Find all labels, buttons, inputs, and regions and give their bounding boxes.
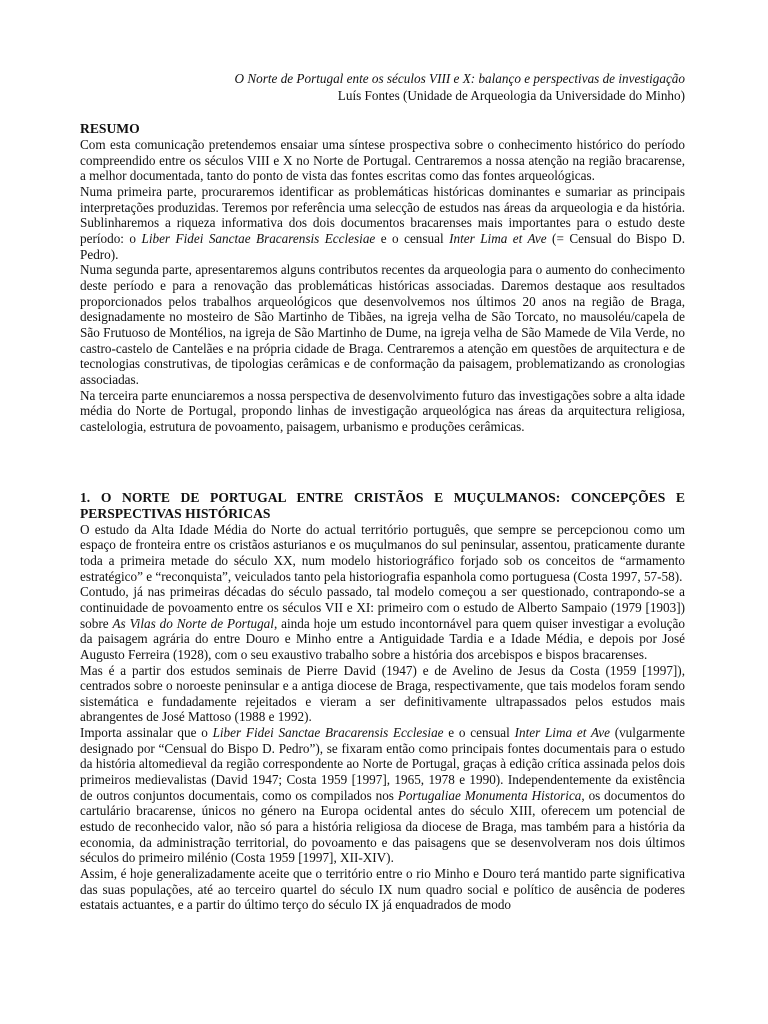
section-1-paragraph-2 <box>80 584 685 662</box>
italic-title: Liber Fidei Sanctae Bracarensis Ecclesiae <box>141 230 376 246</box>
italic-title: Inter Lima et Ave <box>449 230 547 246</box>
italic-title: Portugaliae Monumenta Historica <box>397 787 582 803</box>
section-1-paragraph-3: Mas é a partir dos estudos seminais de Pierre David (1947) e de Avelino de Jesus da Costa (1959 [1997]), centrados sobre o noroeste peninsular e a antiga diocese de Braga, respectivamente, que tais modelos foram sendo sistemática e fundadamente rejeitados e vieram a ser definitivamente ultrapassados pelos estudos mais abrangentes de José Mattoso (1988 e 1992). <box>80 662 685 725</box>
text-run: , ainda hoje um estudo incontornável para quem quiser investigar a evolução da paisagem agrária do entre Douro e Minho entre a Antiguidade Tardia e a Idade Média, e depois por José Augusto Ferreira (1928), com o seu exaustivo trabalho sobre a história dos arcebispos e bispos bracarenses. <box>80 615 685 662</box>
text-run: Contudo, já nas primeiras décadas do século passado, tal modelo começou a ser questionado, contrapondo-se a continuidade de povoamento entre os séculos VII e XI: primeiro com o estudo de Alberto Sampaio (1979 [1903]) sobre <box>80 584 685 631</box>
abstract-paragraph-2 <box>80 184 685 262</box>
text-run: (= Censual do Bispo D. Pedro). <box>80 230 686 262</box>
section-1-paragraph-1: O estudo da Alta Idade Média do Norte do actual território português, que sempre se percepcionou como um espaço de fronteira entre os cristãos asturianos e os muçulmanos do sul peninsular, assentou, praticamente durante toda a primeira metade do século XX, num modelo historiográfico forjado sob os conceitos de “armamento estratégico” e “reconquista”, veiculados tanto pela historiografia espanhola como portuguesa (Costa 1997, 57-58). <box>80 521 685 584</box>
text-run: e o censual <box>375 230 450 246</box>
author-line: Luís Fontes (Unidade de Arqueologia da Universidade do Minho) <box>337 88 685 103</box>
abstract-heading: RESUMO <box>80 121 140 136</box>
section-1 <box>80 490 685 913</box>
abstract-paragraph-3: Numa segunda parte, apresentaremos alguns contributos recentes da arqueologia para o aumento do conhecimento deste período e para a renovação das problemáticas históricas associadas. Daremos destaque aos resultados proporcionados pelos trabalhos arqueológicos que desenvolvemos nos últimos 20 anos na região de Braga, designadamente no mosteiro de São Martinho de Tibães, na igreja velha de São Torcato, no mausoléu/capela de São Frutuoso de Montélios, na igreja de São Martinho de Dume, na igreja velha de São Mamede de Vila Verde, no castro-castelo de Cantelães e na própria cidade de Braga. Centraremos a atenção em questões de arquitectura e de tecnologias construtivas, de tipologias cerâmicas e de conformação da paisagem, problematizando as cronologias associadas. <box>80 262 685 387</box>
running-header <box>80 70 685 104</box>
text-run: , os documentos do cartulário bracarense, únicos no género na Europa ocidental antes do século XIII, oferecem um potencial de estudo de reconhecido valor, não só para a história religiosa da diocese de Braga, mas também para a história da economia, da administração territorial, do povoamento e das paisagens que se desenvolveram nos dois últimos séculos do primeiro milénio (Costa 1959 [1997], XII-XIV). <box>80 787 685 866</box>
italic-title: Liber Fidei Sanctae Bracarensis Ecclesiae <box>212 725 444 741</box>
text-run: Importa assinalar que o <box>80 725 213 741</box>
text-run: (vulgarmente designado por “Censual do Bispo D. Pedro”), se fixaram então como principais fontes documentais para o estudo da história altomedieval da região correspondente ao Norte de Portugal, graças à edição crítica assinada pelos dois primeiros medievalistas (David 1947; Costa 1959 [1997], 1965, 1978 e 1990). Independentemente da existência de outros conjuntos documentais, como os compilados nos <box>80 725 686 803</box>
section-1-heading: 1. O NORTE DE PORTUGAL ENTRE CRISTÃOS E MUÇULMANOS: CONCEPÇÕES E PERSPECTIVAS HISTÓRICAS <box>80 490 685 521</box>
abstract-body <box>80 137 685 434</box>
section-1-paragraph-5: Assim, é hoje generalizadamente aceite que o território entre o rio Minho e Douro terá mantido parte significativa das suas populações, até ao terceiro quartel do século IX num quadro social e político de ausência de poderes estatais actuantes, e a partir do último terço do século IX já enquadrados de modo <box>80 866 685 913</box>
abstract-paragraph-1: Com esta comunicação pretendemos ensaiar uma síntese prospectiva sobre o conhecimento histórico do período compreendido entre os séculos VIII e X no Norte de Portugal. Centraremos a nossa atenção na região bracarense, a melhor documentada, tanto do ponto de vista das fontes escritas como das fontes arqueológicas. <box>80 137 685 184</box>
text-run: e o censual <box>443 725 515 741</box>
italic-title: Inter Lima et Ave <box>514 725 610 741</box>
text-run: Numa primeira parte, procuraremos identificar as problemáticas históricas dominantes e sumariar as principais interpretações produzidas. Teremos por referência uma selecção de estudos nas áreas da arqueologia e da história. Sublinharemos a riqueza informativa dos dois documentos bracarenses mais importantes para o estudo deste período: o <box>80 183 685 246</box>
italic-title: As Vilas do Norte de Portugal <box>112 615 274 631</box>
abstract-paragraph-4: Na terceira parte enunciaremos a nossa perspectiva de desenvolvimento futuro das investigações sobre a alta idade média do Norte de Portugal, propondo linhas de investigação arqueológica nas áreas da arquitectura religiosa, castelologia, estrutura de povoamento, paisagem, urbanismo e produções cerâmicas. <box>80 387 685 434</box>
paper-title: O Norte de Portugal ente os séculos VIII e X: balanço e perspectivas de investigação <box>234 71 685 86</box>
section-1-paragraph-4 <box>80 725 685 866</box>
